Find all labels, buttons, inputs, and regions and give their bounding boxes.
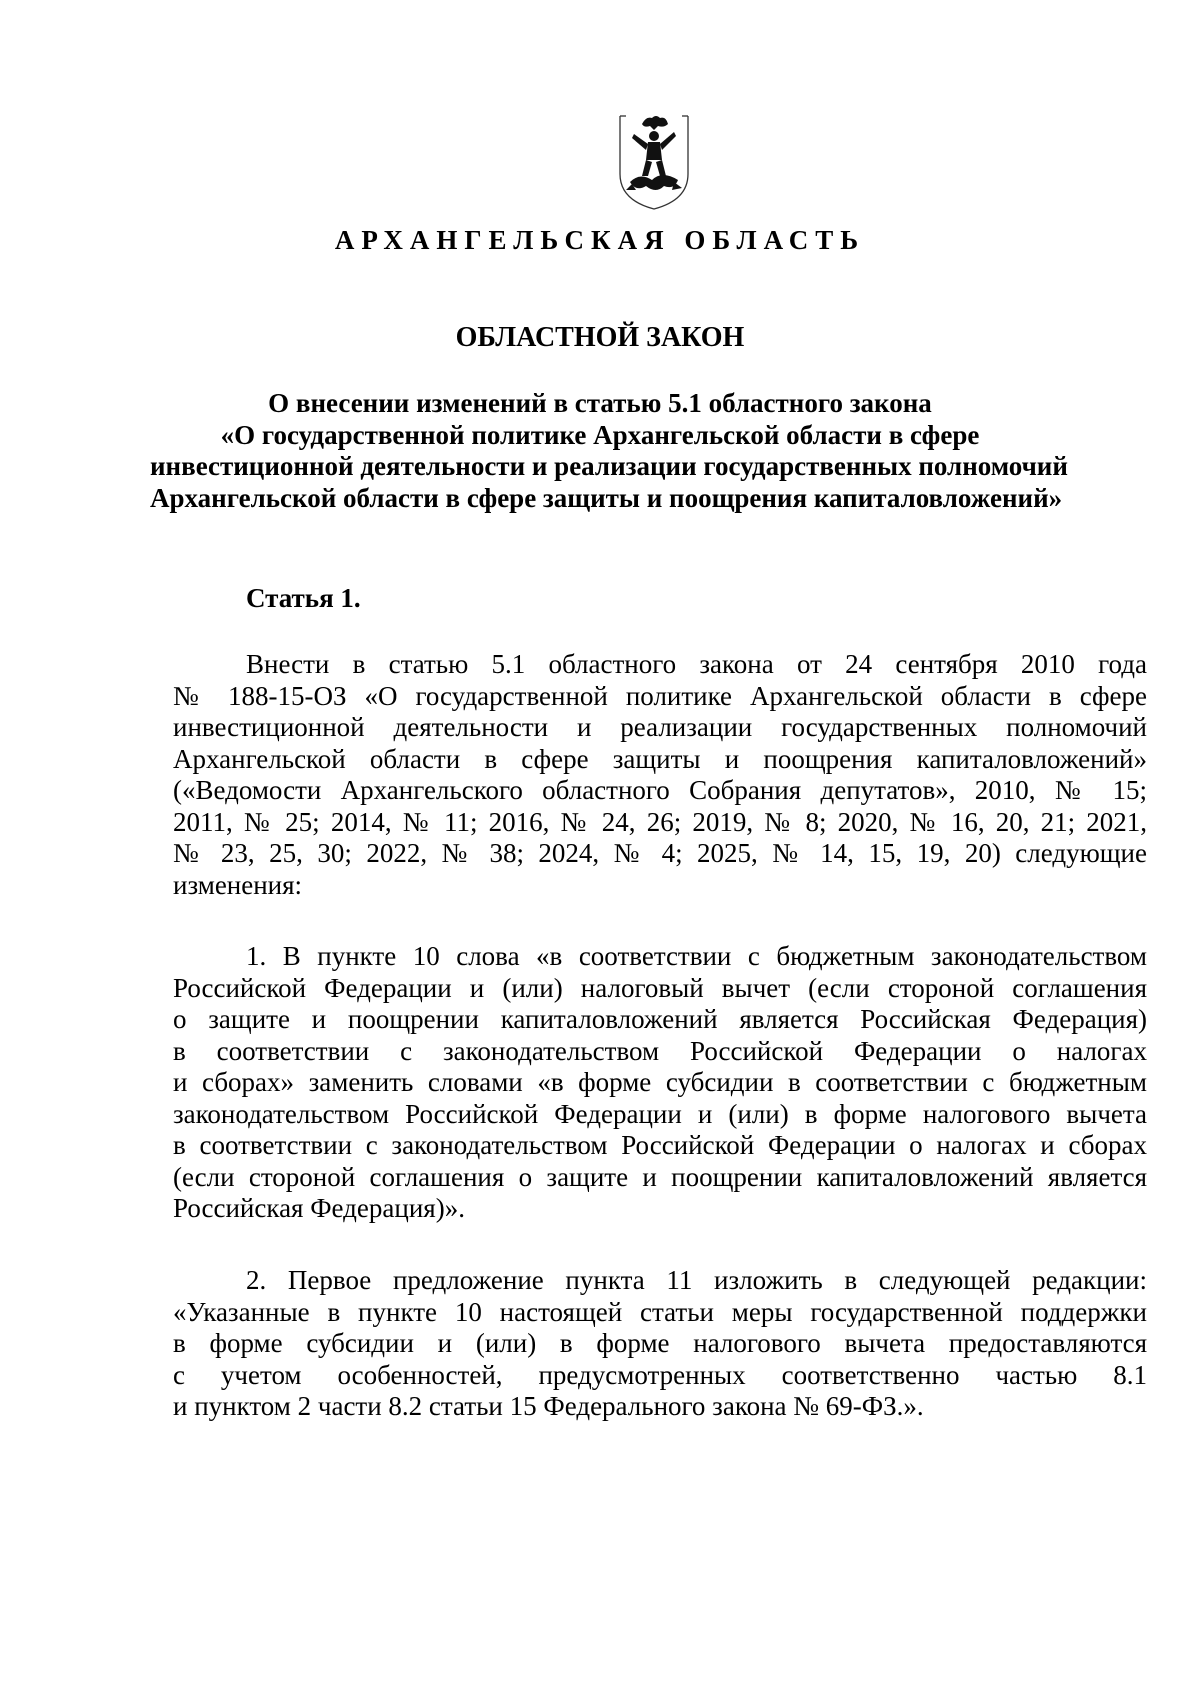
text-line: инвестиционной деятельности и реализации государственных полномочий	[173, 712, 1147, 742]
title-line: О внесении изменений в статью 5.1 областного закона	[268, 388, 932, 418]
amendment-item-2	[173, 1265, 1147, 1423]
text-line: в форме субсидии и (или) в форме налогового вычета предоставляются	[173, 1328, 1147, 1358]
text-line: Внести в статью 5.1 областного закона от 24 сентября 2010 года	[246, 649, 1147, 679]
text-line: Российская Федерация)».	[173, 1193, 465, 1223]
text-line: изменения:	[173, 869, 303, 900]
text-line: № 23, 25, 30; 2022, № 38; 2024, № 4; 2025, № 14, 15, 19, 20) следующие	[173, 838, 1147, 868]
text-line: (если стороной соглашения о защите и поощрении капиталовложений является	[173, 1161, 1147, 1192]
coat-of-arms-icon	[612, 112, 696, 212]
text-line: Архангельской области в сфере защиты и поощрения капиталовложений»	[173, 743, 1147, 774]
title-line: инвестиционной деятельности и реализации государственных полномочий	[150, 451, 1068, 481]
text-line: в соответствии с законодательством Российской Федерации о налогах	[173, 1035, 1147, 1066]
text-line: о защите и поощрении капиталовложений является Российская Федерация)	[173, 1004, 1147, 1034]
region-name: АРХАНГЕЛЬСКАЯ ОБЛАСТЬ	[334, 225, 866, 255]
text-line: в соответствии с законодательством Российской Федерации о налогах и сборах	[173, 1130, 1147, 1160]
text-line: («Ведомости Архангельского областного Собрания депутатов», 2010, № 15;	[173, 775, 1147, 805]
amendment-item-1	[173, 941, 1147, 1225]
text-line: и пунктом 2 части 8.2 статьи 15 Федерального закона № 69-ФЗ.».	[173, 1391, 924, 1421]
text-line: 2. Первое предложение пункта 11 изложить в следующей редакции:	[246, 1265, 1147, 1295]
document-type: ОБЛАСТНОЙ ЗАКОН	[455, 322, 745, 353]
text-line: «Указанные в пункте 10 настоящей статьи меры государственной поддержки	[173, 1296, 1147, 1327]
text-line: № 188-15-ОЗ «О государственной политике Архангельской области в сфере	[173, 680, 1147, 711]
text-line: с учетом особенностей, предусмотренных соответственно частью 8.1	[173, 1359, 1147, 1390]
text-line: законодательством Российской Федерации и (или) в форме налогового вычета	[173, 1098, 1147, 1129]
title-line: Архангельской области в сфере защиты и поощрения капиталовложений»	[150, 482, 1063, 513]
article-intro-paragraph	[173, 649, 1147, 901]
law-title	[150, 388, 1068, 514]
article-heading: Статья 1.	[246, 583, 361, 613]
text-line: 2011, № 25; 2014, № 11; 2016, № 24, 26; 2019, № 8; 2020, № 16, 20, 21; 2021,	[173, 806, 1147, 837]
text-line: 1. В пункте 10 слова «в соответствии с бюджетным законодательством	[246, 941, 1147, 971]
text-line: и сборах» заменить словами «в форме субсидии в соответствии с бюджетным	[173, 1067, 1147, 1097]
title-line: «О государственной политике Архангельской области в сфере	[220, 419, 980, 450]
text-line: Российской Федерации и (или) налоговый вычет (если стороной соглашения	[173, 972, 1147, 1003]
